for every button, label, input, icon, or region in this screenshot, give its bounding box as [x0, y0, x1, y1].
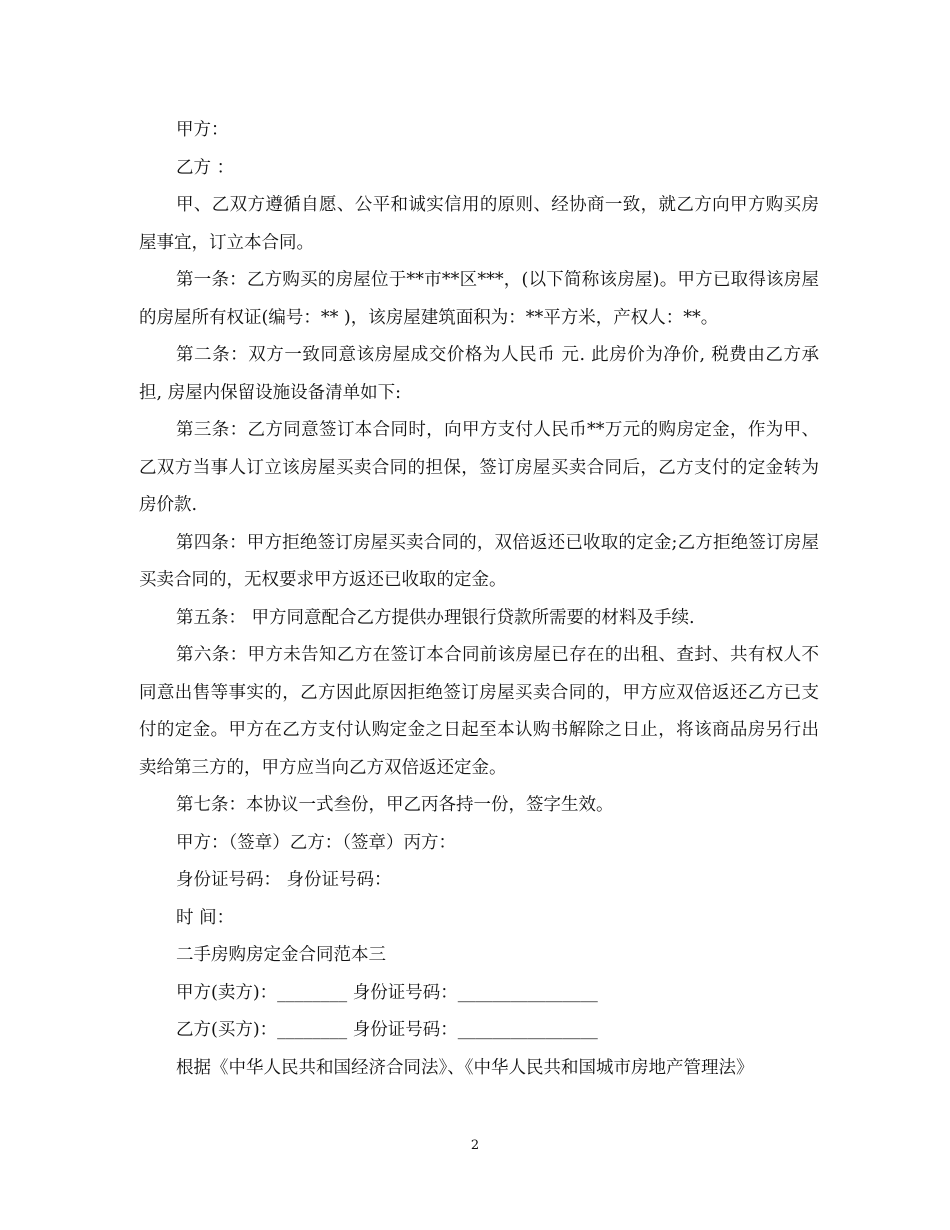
article-3-paragraph: 第三条：乙方同意签订本合同时，向甲方支付人民币**万元的购房定金，作为甲、乙双方当事人订立该房屋买卖合同的担保，签订房屋买卖合同后，乙方支付的定金转为房价款.: [139, 420, 819, 515]
article-7-paragraph: 第七条：本协议一式叁份，甲乙丙各持一份，签字生效。: [176, 795, 614, 815]
date-line: 时 间：: [176, 907, 235, 928]
article-6-paragraph: 第六条：甲方未告知乙方在签订本合同前该房屋已存在的出租、查封、共有权人不同意出售等事实的，乙方因此原因拒绝签订房屋买卖合同的，甲方应双倍返还乙方已支付的定金。甲方在乙方支付认购定金之日起至本认购书解除之日止，将该商品房另行出卖给第三方的，甲方应当向乙方双倍返还定金。: [139, 645, 819, 778]
party-a-line: 甲方：: [176, 120, 229, 140]
id-number-line: 身份证号码： 身份证号码：: [176, 870, 392, 890]
article-1-paragraph: 第一条：乙方购买的房屋位于**市**区***，(以下简称该房屋)。甲方已取得该房屋的房屋所有权证(编号：** )，该房屋建筑面积为：**平方米，产权人：**。: [139, 270, 819, 328]
preamble-paragraph: 甲、乙双方遵循自愿、公平和诚实信用的原则、经协商一致，就乙方向甲方购买房屋事宜，订立本合同。: [139, 195, 819, 253]
buyer-line: 乙方(买方)：________ 身份证号码：________________: [176, 1020, 598, 1040]
article-5-paragraph: 第五条： 甲方同意配合乙方提供办理银行贷款所需要的材料及手续.: [176, 607, 695, 628]
section-title: 二手房购房定金合同范本三: [176, 945, 386, 965]
legal-basis-paragraph: 根据《中华人民共和国经济合同法》、《中华人民共和国城市房地产管理法》: [176, 1057, 754, 1078]
party-b-line: 乙方 ：: [176, 157, 235, 178]
page-number: 2: [470, 1138, 480, 1153]
document-body: [139, 112, 819, 1087]
article-4-paragraph: 第四条：甲方拒绝签订房屋买卖合同的，双倍返还已收取的定金;乙方拒绝签订房屋买卖合同的，无权要求甲方返还已收取的定金。: [139, 532, 819, 590]
article-2-paragraph: 第二条：双方一致同意该房屋成交价格为人民币 元. 此房价为净价, 税费由乙方承担, 房屋内保留设施设备清单如下:: [139, 345, 819, 403]
seller-line: 甲方(卖方)：________ 身份证号码：________________: [176, 982, 598, 1003]
signature-line: 甲方：（签章）乙方：（签章）丙方：: [176, 832, 456, 853]
